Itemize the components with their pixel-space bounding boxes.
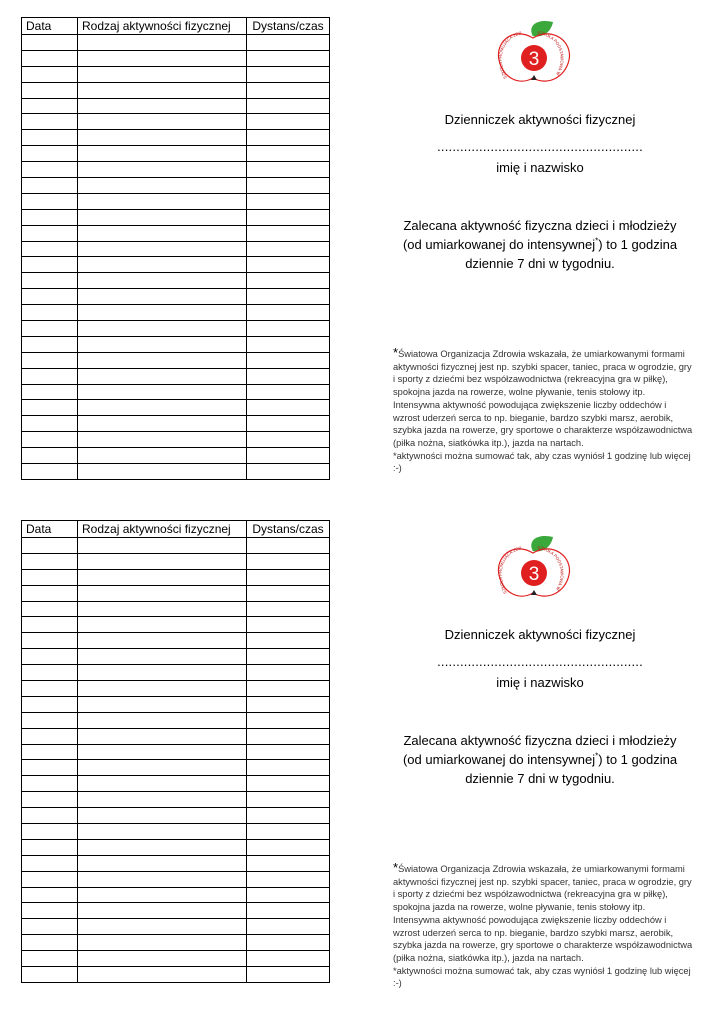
table-row [22, 633, 330, 649]
date-cell[interactable] [22, 967, 78, 983]
footnote [393, 347, 693, 475]
distance-time-cell[interactable] [247, 935, 330, 951]
distance-time-cell[interactable] [247, 432, 330, 448]
footnote [393, 862, 693, 990]
activity-log-table-1 [21, 17, 330, 480]
distance-time-cell[interactable] [247, 289, 330, 305]
apple-logo-icon [493, 20, 575, 86]
activity-cell[interactable] [78, 617, 247, 633]
header-distance-time: Dystans/czas [247, 18, 330, 35]
activity-cell[interactable] [78, 919, 247, 935]
activity-cell[interactable] [78, 416, 247, 432]
date-cell[interactable] [22, 225, 78, 241]
activity-cell[interactable] [78, 289, 247, 305]
date-cell[interactable] [22, 178, 78, 194]
activity-cell[interactable] [78, 967, 247, 983]
distance-time-cell[interactable] [247, 400, 330, 416]
distance-time-cell[interactable] [247, 681, 330, 697]
logo-small-mark-icon [531, 590, 537, 595]
date-cell[interactable] [22, 162, 78, 178]
table-row [22, 273, 330, 289]
date-cell[interactable] [22, 82, 78, 98]
table-row [22, 35, 330, 51]
date-cell[interactable] [22, 633, 78, 649]
date-cell[interactable] [22, 448, 78, 464]
activity-cell[interactable] [78, 903, 247, 919]
svg-text:SZKOŁA PROMUJĄCA ZDROWIE [493, 535, 522, 595]
table-row [22, 66, 330, 82]
table-row [22, 824, 330, 840]
date-cell[interactable] [22, 400, 78, 416]
table-row [22, 209, 330, 225]
table-row [22, 384, 330, 400]
date-cell[interactable] [22, 760, 78, 776]
activity-cell[interactable] [78, 776, 247, 792]
logo-number: 3 [528, 49, 540, 70]
table-row [22, 760, 330, 776]
table-row [22, 792, 330, 808]
date-cell[interactable] [22, 855, 78, 871]
activity-cell[interactable] [78, 464, 247, 480]
distance-time-cell[interactable] [247, 839, 330, 855]
recommend-line-2a: (od umiarkowanej do intensywnej [402, 237, 596, 252]
activity-cell[interactable] [78, 712, 247, 728]
footnote-main-text: Światowa Organizacja Zdrowia wskazała, że umiarkowanymi formami aktywności fizycznej jest np. szybki spacer, taniec, praca w ogrodzie, gry i sporty z dziećmi bez współzawodnictwa (rekreacyjna gra w piłkę), spokojna jazda na rowerze, wolne pływanie, tenis stołowy itp. Intensywna aktywność powodująca zwiększenie liczby oddechów i wzrost uderzeń serca to np. bieganie, bardzo szybki marsz, aerobik, szybka jazda na rowerze, gry sportowe o charakterze współzawodnictwa (piłka nożna, siatkówka itp.), jazda na nartach. [393, 349, 693, 448]
distance-time-cell[interactable] [247, 553, 330, 569]
header-activity-type: Rodzaj aktywności fizycznej [78, 521, 247, 538]
table-row [22, 951, 330, 967]
table-row [22, 585, 330, 601]
table-row [22, 967, 330, 983]
table-row [22, 808, 330, 824]
table-row [22, 538, 330, 554]
recommendation-text [380, 731, 700, 788]
distance-time-cell[interactable] [247, 617, 330, 633]
date-cell[interactable] [22, 696, 78, 712]
activity-cell[interactable] [78, 98, 247, 114]
date-cell[interactable] [22, 951, 78, 967]
activity-cell[interactable] [78, 792, 247, 808]
distance-time-cell[interactable] [247, 336, 330, 352]
activity-cell[interactable] [78, 50, 247, 66]
distance-time-cell[interactable] [247, 273, 330, 289]
distance-time-cell[interactable] [247, 50, 330, 66]
activity-cell[interactable] [78, 744, 247, 760]
recommend-line-2a: (od umiarkowanej do intensywnej [402, 752, 596, 767]
activity-cell[interactable] [78, 241, 247, 257]
distance-time-cell[interactable] [247, 919, 330, 935]
distance-time-cell[interactable] [247, 35, 330, 51]
date-cell[interactable] [22, 585, 78, 601]
distance-time-cell[interactable] [247, 193, 330, 209]
date-cell[interactable] [22, 273, 78, 289]
table-header-row [22, 521, 330, 538]
distance-time-cell[interactable] [247, 464, 330, 480]
table-row [22, 146, 330, 162]
date-cell[interactable] [22, 919, 78, 935]
distance-time-cell[interactable] [247, 257, 330, 273]
distance-time-cell[interactable] [247, 967, 330, 983]
school-logo [493, 535, 575, 601]
table-row [22, 696, 330, 712]
table-row [22, 665, 330, 681]
date-cell[interactable] [22, 538, 78, 554]
activity-cell[interactable] [78, 193, 247, 209]
table-row [22, 776, 330, 792]
activity-cell[interactable] [78, 935, 247, 951]
table-row [22, 50, 330, 66]
activity-cell[interactable] [78, 336, 247, 352]
distance-time-cell[interactable] [247, 696, 330, 712]
activity-cell[interactable] [78, 760, 247, 776]
date-cell[interactable] [22, 416, 78, 432]
activity-cell[interactable] [78, 538, 247, 554]
table-row [22, 305, 330, 321]
date-cell[interactable] [22, 257, 78, 273]
activity-cell[interactable] [78, 66, 247, 82]
date-cell[interactable] [22, 808, 78, 824]
table-row [22, 712, 330, 728]
activity-cell[interactable] [78, 225, 247, 241]
activity-cell[interactable] [78, 681, 247, 697]
distance-time-cell[interactable] [247, 66, 330, 82]
activity-cell[interactable] [78, 553, 247, 569]
footnote-main-text: Światowa Organizacja Zdrowia wskazała, że umiarkowanymi formami aktywności fizycznej jest np. szybki spacer, taniec, praca w ogrodzie, gry i sporty z dziećmi bez współzawodnictwa (rekreacyjna gra w piłkę), spokojna jazda na rowerze, wolne pływanie, tenis stołowy itp. Intensywna aktywność powodująca zwiększenie liczby oddechów i wzrost uderzeń serca to np. bieganie, bardzo szybki marsz, aerobik, szybka jazda na rowerze, gry sportowe o charakterze współzawodnictwa (piłka nożna, siatkówka itp.), jazda na nartach. [393, 864, 693, 963]
table-row [22, 432, 330, 448]
activity-cell[interactable] [78, 649, 247, 665]
distance-time-cell[interactable] [247, 98, 330, 114]
table-row [22, 601, 330, 617]
name-label: imię i nazwisko [496, 675, 584, 690]
svg-text:SZKOŁA PROMUJĄCA ZDROWIE [493, 20, 522, 80]
date-cell[interactable] [22, 146, 78, 162]
table-row [22, 352, 330, 368]
date-cell[interactable] [22, 50, 78, 66]
recommend-line-3: dziennie 7 dni w tygodniu. [465, 771, 615, 786]
table-row [22, 728, 330, 744]
table-row [22, 289, 330, 305]
date-cell[interactable] [22, 839, 78, 855]
date-cell[interactable] [22, 744, 78, 760]
table-row [22, 464, 330, 480]
logo-left-arc-text: SZKOŁA PROMUJĄCA ZDR [497, 545, 523, 595]
distance-time-cell[interactable] [247, 760, 330, 776]
logo-number: 3 [528, 564, 540, 585]
distance-time-cell[interactable] [247, 305, 330, 321]
date-cell[interactable] [22, 617, 78, 633]
activity-cell[interactable] [78, 273, 247, 289]
date-cell[interactable] [22, 321, 78, 337]
table-header-row [22, 18, 330, 35]
date-cell[interactable] [22, 193, 78, 209]
activity-cell[interactable] [78, 178, 247, 194]
table-row [22, 114, 330, 130]
distance-time-cell[interactable] [247, 225, 330, 241]
date-cell[interactable] [22, 792, 78, 808]
distance-time-cell[interactable] [247, 855, 330, 871]
name-fill-line: ...................................................... [437, 139, 643, 154]
distance-time-cell[interactable] [247, 665, 330, 681]
table-row [22, 617, 330, 633]
distance-time-cell[interactable] [247, 871, 330, 887]
header-date: Data [22, 521, 78, 538]
table-row [22, 871, 330, 887]
activity-cell[interactable] [78, 808, 247, 824]
distance-time-cell[interactable] [247, 585, 330, 601]
activity-cell[interactable] [78, 887, 247, 903]
distance-time-cell[interactable] [247, 776, 330, 792]
date-cell[interactable] [22, 352, 78, 368]
distance-time-cell[interactable] [247, 601, 330, 617]
recommend-line-2b: ) to 1 godzina [598, 752, 678, 767]
recommend-asterisk: * [595, 236, 599, 246]
table-row [22, 681, 330, 697]
table-row [22, 162, 330, 178]
table-row [22, 935, 330, 951]
activity-cell[interactable] [78, 146, 247, 162]
date-cell[interactable] [22, 681, 78, 697]
footnote-asterisk: * [393, 345, 399, 360]
recommendation-text [380, 216, 700, 273]
date-cell[interactable] [22, 728, 78, 744]
distance-time-cell[interactable] [247, 633, 330, 649]
table-row [22, 130, 330, 146]
table-row [22, 919, 330, 935]
distance-time-cell[interactable] [247, 82, 330, 98]
table-row [22, 855, 330, 871]
activity-cell[interactable] [78, 368, 247, 384]
date-cell[interactable] [22, 432, 78, 448]
date-cell[interactable] [22, 114, 78, 130]
date-cell[interactable] [22, 130, 78, 146]
date-cell[interactable] [22, 336, 78, 352]
distance-time-cell[interactable] [247, 448, 330, 464]
table-row [22, 241, 330, 257]
recommend-line-1: Zalecana aktywność fizyczna dzieci i młodzieży [403, 218, 677, 233]
distance-time-cell[interactable] [247, 824, 330, 840]
table-body [22, 538, 330, 983]
distance-time-cell[interactable] [247, 887, 330, 903]
table-body [22, 35, 330, 480]
table-row [22, 193, 330, 209]
date-cell[interactable] [22, 824, 78, 840]
activity-cell[interactable] [78, 855, 247, 871]
activity-log-table-2 [21, 520, 330, 983]
activity-cell[interactable] [78, 871, 247, 887]
date-cell[interactable] [22, 903, 78, 919]
date-cell[interactable] [22, 887, 78, 903]
activity-cell[interactable] [78, 400, 247, 416]
logo-right-arc-text: SZKOŁA PODSTAWOWA W [536, 30, 565, 77]
distance-time-cell[interactable] [247, 162, 330, 178]
distance-time-cell[interactable] [247, 792, 330, 808]
name-fill-line: ...................................................... [437, 654, 643, 669]
distance-time-cell[interactable] [247, 130, 330, 146]
table-row [22, 649, 330, 665]
activity-cell[interactable] [78, 114, 247, 130]
table-row [22, 569, 330, 585]
activity-cell[interactable] [78, 352, 247, 368]
distance-time-cell[interactable] [247, 352, 330, 368]
distance-time-cell[interactable] [247, 538, 330, 554]
table-row [22, 744, 330, 760]
activity-cell[interactable] [78, 633, 247, 649]
recommend-asterisk: * [595, 751, 599, 761]
date-cell[interactable] [22, 712, 78, 728]
distance-time-cell[interactable] [247, 808, 330, 824]
distance-time-cell[interactable] [247, 178, 330, 194]
date-cell[interactable] [22, 98, 78, 114]
date-cell[interactable] [22, 665, 78, 681]
distance-time-cell[interactable] [247, 146, 330, 162]
activity-cell[interactable] [78, 728, 247, 744]
table-row [22, 368, 330, 384]
table-row [22, 257, 330, 273]
table-row [22, 903, 330, 919]
footnote-note: *aktywności można sumować tak, aby czas wyniósł 1 godzinę lub więcej :-) [393, 450, 691, 474]
date-cell[interactable] [22, 305, 78, 321]
table-row [22, 553, 330, 569]
distance-time-cell[interactable] [247, 209, 330, 225]
table-row [22, 82, 330, 98]
distance-time-cell[interactable] [247, 728, 330, 744]
activity-cell[interactable] [78, 257, 247, 273]
logo-left-arc-text: SZKOŁA PROMUJĄCA ZDR [497, 30, 523, 80]
date-cell[interactable] [22, 569, 78, 585]
logo-small-mark-icon [531, 75, 537, 80]
date-cell[interactable] [22, 35, 78, 51]
date-cell[interactable] [22, 289, 78, 305]
distance-time-cell[interactable] [247, 569, 330, 585]
activity-cell[interactable] [78, 448, 247, 464]
table-row [22, 400, 330, 416]
date-cell[interactable] [22, 601, 78, 617]
distance-time-cell[interactable] [247, 384, 330, 400]
activity-cell[interactable] [78, 35, 247, 51]
activity-cell[interactable] [78, 432, 247, 448]
date-cell[interactable] [22, 209, 78, 225]
name-label: imię i nazwisko [496, 160, 584, 175]
recommend-line-3: dziennie 7 dni w tygodniu. [465, 256, 615, 271]
table-row [22, 336, 330, 352]
activity-cell[interactable] [78, 696, 247, 712]
apple-logo-icon [493, 535, 575, 601]
date-cell[interactable] [22, 649, 78, 665]
logo-right-arc-text: SZKOŁA PODSTAWOWA W [536, 545, 565, 592]
distance-time-cell[interactable] [247, 903, 330, 919]
recommend-line-1: Zalecana aktywność fizyczna dzieci i młodzieży [403, 733, 677, 748]
distance-time-cell[interactable] [247, 241, 330, 257]
date-cell[interactable] [22, 384, 78, 400]
table-row [22, 887, 330, 903]
table-row [22, 416, 330, 432]
distance-time-cell[interactable] [247, 114, 330, 130]
table-row [22, 225, 330, 241]
date-cell[interactable] [22, 935, 78, 951]
distance-time-cell[interactable] [247, 368, 330, 384]
recommend-line-2b: ) to 1 godzina [598, 237, 678, 252]
table-row [22, 178, 330, 194]
distance-time-cell[interactable] [247, 321, 330, 337]
school-logo [493, 20, 575, 86]
date-cell[interactable] [22, 241, 78, 257]
date-cell[interactable] [22, 368, 78, 384]
activity-cell[interactable] [78, 601, 247, 617]
date-cell[interactable] [22, 464, 78, 480]
activity-cell[interactable] [78, 951, 247, 967]
activity-cell[interactable] [78, 321, 247, 337]
activity-cell[interactable] [78, 130, 247, 146]
date-cell[interactable] [22, 66, 78, 82]
header-distance-time: Dystans/czas [247, 521, 330, 538]
diary-title: Dzienniczek aktywności fizycznej [444, 112, 636, 127]
activity-cell[interactable] [78, 839, 247, 855]
activity-cell[interactable] [78, 384, 247, 400]
distance-time-cell[interactable] [247, 951, 330, 967]
date-cell[interactable] [22, 553, 78, 569]
distance-time-cell[interactable] [247, 744, 330, 760]
activity-cell[interactable] [78, 82, 247, 98]
activity-cell[interactable] [78, 209, 247, 225]
table-row [22, 98, 330, 114]
footnote-asterisk: * [393, 860, 399, 875]
activity-cell[interactable] [78, 305, 247, 321]
activity-cell[interactable] [78, 824, 247, 840]
activity-cell[interactable] [78, 585, 247, 601]
header-activity-type: Rodzaj aktywności fizycznej [78, 18, 247, 35]
distance-time-cell[interactable] [247, 416, 330, 432]
date-cell[interactable] [22, 776, 78, 792]
distance-time-cell[interactable] [247, 712, 330, 728]
activity-cell[interactable] [78, 569, 247, 585]
date-cell[interactable] [22, 871, 78, 887]
activity-cell[interactable] [78, 665, 247, 681]
diary-title: Dzienniczek aktywności fizycznej [444, 627, 636, 642]
table-row [22, 321, 330, 337]
distance-time-cell[interactable] [247, 649, 330, 665]
footnote-note: *aktywności można sumować tak, aby czas wyniósł 1 godzinę lub więcej :-) [393, 965, 691, 989]
table-row [22, 448, 330, 464]
activity-cell[interactable] [78, 162, 247, 178]
table-row [22, 839, 330, 855]
header-date: Data [22, 18, 78, 35]
